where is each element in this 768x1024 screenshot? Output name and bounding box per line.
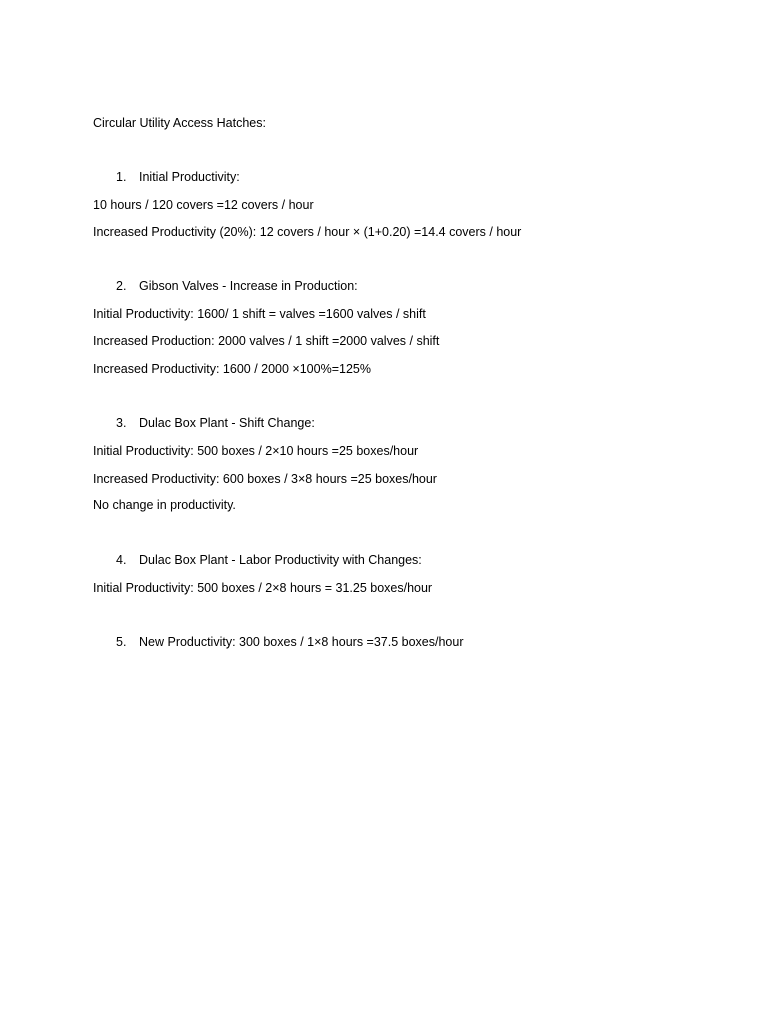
- section-1-title: Initial Productivity:: [139, 170, 240, 184]
- section-1-line-2: Increased Productivity (20%): 12 covers / hour × (1+0.20) =14.4 covers / hour: [93, 225, 522, 239]
- section-2-number: 2.: [116, 279, 127, 293]
- section-2-line-2: Increased Production: 2000 valves / 1 shift =2000 valves / shift: [93, 334, 440, 348]
- section-5-title: New Productivity: 300 boxes / 1×8 hours =37.5 boxes/hour: [139, 635, 464, 649]
- section-1-number: 1.: [116, 170, 127, 184]
- section-5-heading: [116, 634, 464, 650]
- section-4-heading: [116, 552, 422, 568]
- section-3-line-1: Initial Productivity: 500 boxes / 2×10 hours =25 boxes/hour: [93, 444, 419, 458]
- document-title: Circular Utility Access Hatches:: [93, 116, 266, 130]
- section-3-heading: [116, 415, 315, 431]
- section-1-line-1: 10 hours / 120 covers =12 covers / hour: [93, 198, 314, 212]
- section-4-title: Dulac Box Plant - Labor Productivity with Changes:: [139, 553, 422, 567]
- section-3-line-2: Increased Productivity: 600 boxes / 3×8 hours =25 boxes/hour: [93, 472, 437, 486]
- section-5-number: 5.: [116, 635, 127, 649]
- section-4-number: 4.: [116, 553, 127, 567]
- section-2-line-1: Initial Productivity: 1600/ 1 shift = valves =1600 valves / shift: [93, 307, 426, 321]
- section-1-heading: [116, 169, 240, 185]
- section-3-line-3: No change in productivity.: [93, 498, 236, 512]
- section-2-heading: [116, 278, 358, 294]
- section-4-line-1: Initial Productivity: 500 boxes / 2×8 hours = 31.25 boxes/hour: [93, 581, 433, 595]
- section-2-line-3: Increased Productivity: 1600 / 2000 ×100%=125%: [93, 362, 371, 376]
- section-3-number: 3.: [116, 416, 127, 430]
- section-3-title: Dulac Box Plant - Shift Change:: [139, 416, 315, 430]
- section-2-title: Gibson Valves - Increase in Production:: [139, 279, 358, 293]
